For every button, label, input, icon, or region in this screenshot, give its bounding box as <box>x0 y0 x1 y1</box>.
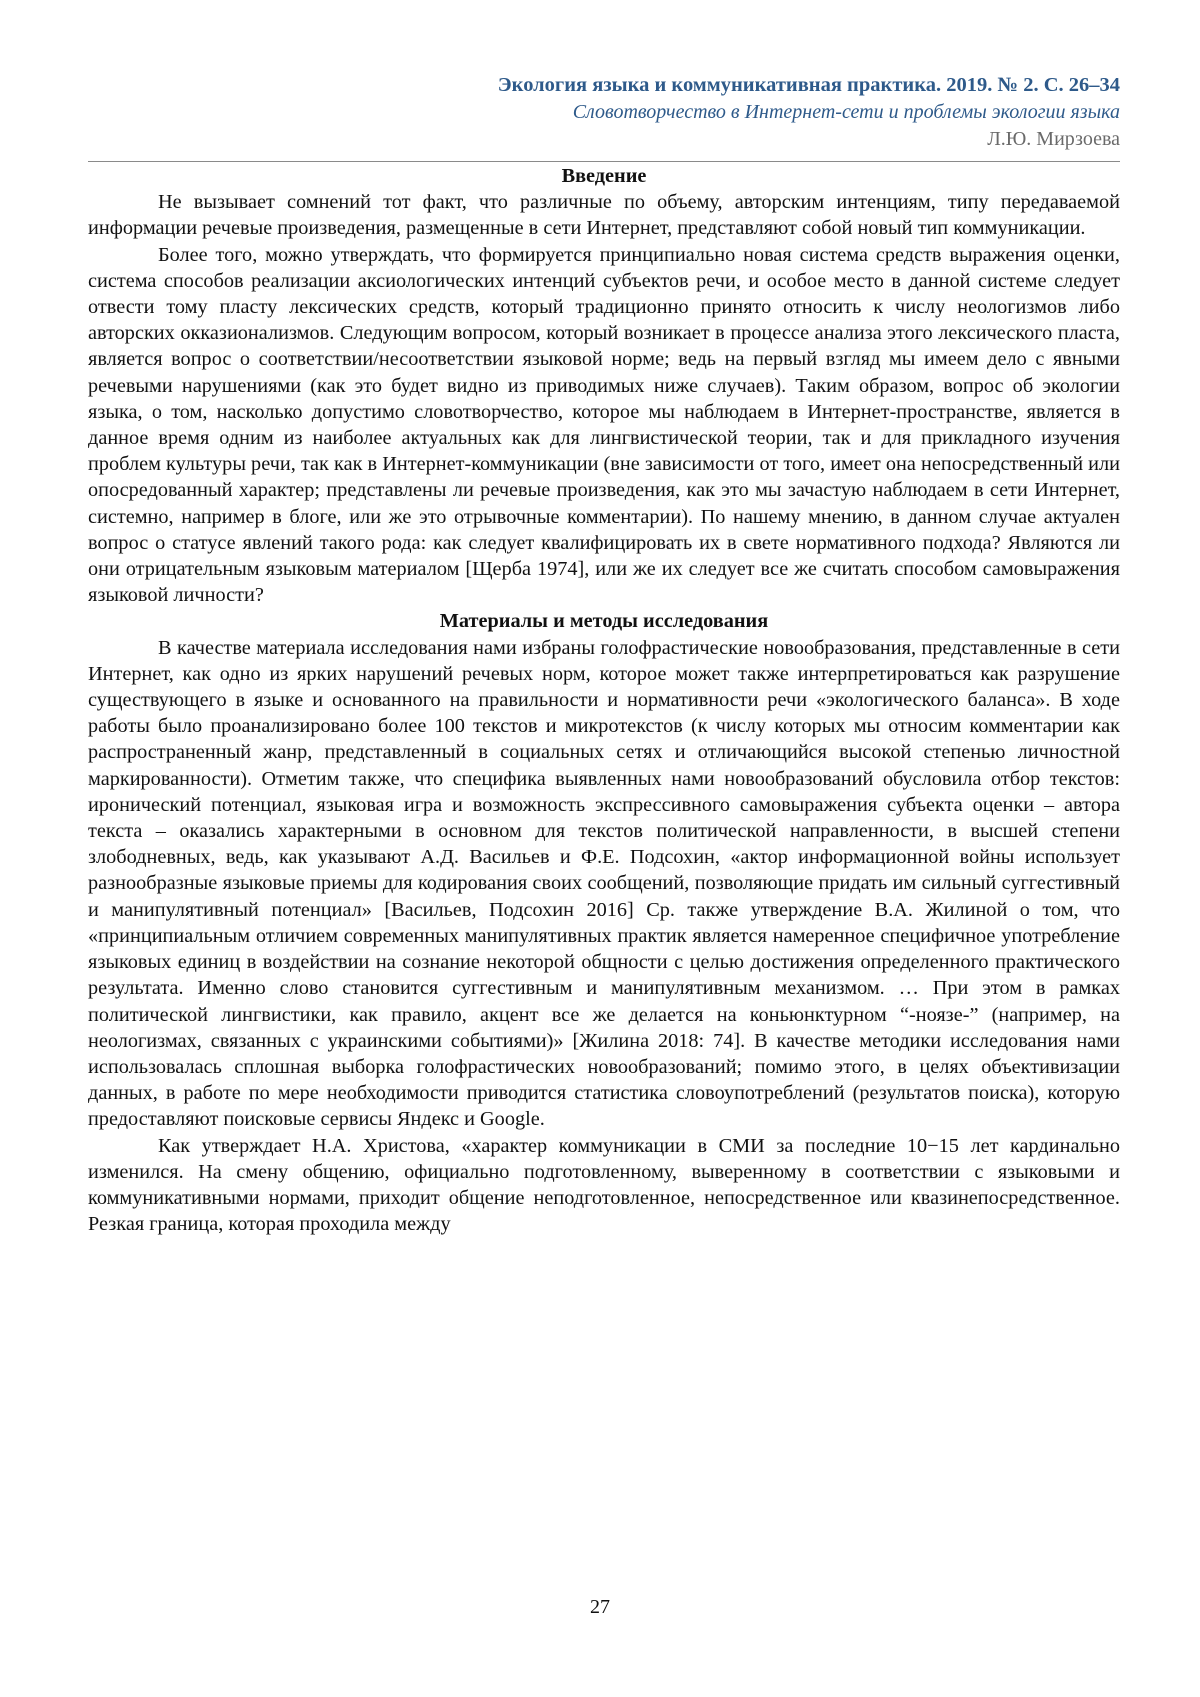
journal-title: Экология языка и коммуникативная практика. 2019. № 2. С. 26–34 <box>497 74 1120 96</box>
paragraph: Более того, можно утверждать, что формируется принципиально новая система средств выражения оценки, система способов реализации аксиологических интенций субъектов речи, и особое место в данной системе следует отвести тому пласту лексических средств, который традиционно принято относить к числу неологизмов либо авторских окказионализмов. Следующим вопросом, который возникает в процессе анализа этого лексического пласта, является вопрос о соответствии/несоответствии языковой норме; ведь на первый взгляд мы имеем дело с явными речевыми нарушениями (как это будет видно из приводимых ниже случаев). Таким образом, вопрос об экологии языка, о том, насколько допустимо словотворчество, которое мы наблюдаем в Интернет-пространстве, является в данное время одним из наиболее актуальных как для лингвистической теории, так и для прикладного изучения проблем культуры речи, так как в Интернет-коммуникации (вне зависимости от того, имеет она непосредственный или опосредованный характер; представлены ли речевые произведения, как это мы зачастую наблюдаем в сети Интернет, системно, например в блоге, или же это отрывочные комментарии). По нашему мнению, в данном случае актуален вопрос о статусе явлений такого рода: как следует квалифицировать их в свете нормативного подхода? Являются ли они отрицательным языковым материалом [Щерба 1974], или же их следует все же считать способом самовыражения языковой личности? <box>88 243 1120 607</box>
article-body <box>88 163 1120 1237</box>
section-heading-introduction: Введение <box>561 165 647 187</box>
article-title: Словотворчество в Интернет-сети и проблемы экологии языка <box>572 101 1120 123</box>
running-header <box>88 72 1120 153</box>
page-number: 27 <box>590 1596 610 1618</box>
section-heading-materials-methods: Материалы и методы исследования <box>439 610 769 633</box>
header-divider <box>88 161 1120 162</box>
paragraph: В качестве материала исследования нами избраны голофрастические новообразования, представленные в сети Интернет, как одно из ярких нарушений речевых норм, которое может также интерпретироваться как разрушение существующего в языке и основанного на правильности и нормативности речи «экологического баланса». В ходе работы было проанализировано более 100 текстов и микротекстов (к числу которых мы относим комментарии как распространенный жанр, представленный в социальных сетях и отличающийся высокой степенью личностной маркированности). Отметим также, что специфика выявленных нами новообразований обусловила отбор текстов: иронический потенциал, языковая игра и возможность экспрессивного самовыражения субъекта оценки – автора текста – оказались характерными в основном для текстов политической направленности, в высшей степени злободневных, ведь, как указывают А.Д. Васильев и Ф.Е. Подсохин, «актор информационной войны использует разнообразные языковые приемы для кодирования своих сообщений, позволяющие придать им сильный суггестивный и манипулятивный потенциал» [Васильев, Подсохин 2016] Ср. также утверждение В.А. Жилиной о том, что «принципиальным отличием современных манипулятивных практик является намеренное специфичное употребление языковых единиц в воздействии на сознание некоторой общности с целью достижения определенного практического результата. Именно слово становится суггестивным и манипулятивным механизмом. … При этом в рамках политической лингвистики, как правило, акцент все же делается на коньюнктурном “-ноязе-” (например, на неологизмах, связанных с украинскими событиями)» [Жилина 2018: 74]. В качестве методики исследования нами использовалась сплошная выборка голофрастических новообразований; помимо этого, в целях объективизации данных, в работе по мере необходимости приводится статистика словоупотреблений (результатов поиска), которую предоставляют поисковые сервисы Яндекс и Google. <box>88 636 1120 1131</box>
author-name: Л.Ю. Мирзоева <box>987 128 1120 150</box>
paragraph: Как утверждает Н.А. Христова, «характер коммуникации в СМИ за последние 10−15 лет кардинально изменился. На смену общению, официально подготовленному, выверенному в соответствии с языковыми и коммуникативными нормами, приходит общение неподготовленное, непосредственное или квазинепосредственное. Резкая граница, которая проходила между <box>88 1134 1120 1236</box>
paragraph: Не вызывает сомнений тот факт, что различные по объему, авторским интенциям, типу передаваемой информации речевые произведения, размещенные в сети Интернет, представляют собой новый тип коммуникации. <box>88 191 1120 240</box>
